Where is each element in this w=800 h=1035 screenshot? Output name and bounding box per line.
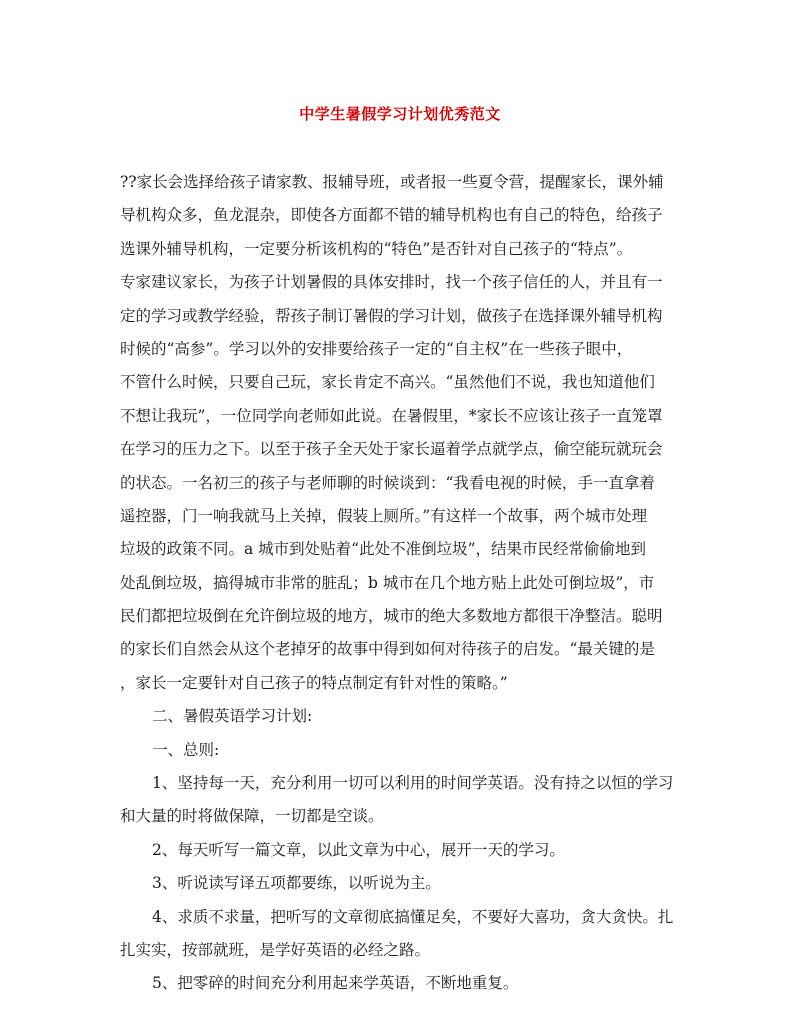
list-item-3: 3、听说读写译五项都要练，以听说为主。 (152, 874, 441, 893)
paragraph-line: ，家长一定要针对自己孩子的特点制定有针对性的策略。” (120, 673, 508, 692)
list-item-1-line-2: 和大量的时将做保障，一切都是空谈。 (120, 807, 384, 826)
paragraph-line: 不管什么时候，只要自己玩，家长肯定不高兴。“虽然他们不说，我也知道他们 (120, 373, 655, 392)
paragraph-line: 垃圾的政策不同。a 城市到处贴着“此处不准倒垃圾”，结果市民经常偷偷地到 (120, 540, 647, 559)
list-item-4-line-1: 4、求质不求量，把听写的文章彻底搞懂足矣，不要好大喜功，贪大贪快。扎 (152, 907, 674, 926)
paragraph-line: 民们都把垃圾倒在允许倒垃圾的地方，城市的绝大多数地方都很干净整洁。聪明 (120, 607, 663, 626)
document-title: 中学生暑假学习计划优秀范文 (299, 105, 501, 123)
document-body (120, 166, 685, 1001)
paragraph-line: 处乱倒垃圾，搞得城市非常的脏乱；b 城市在几个地方贴上此处可倒垃圾”，市 (120, 573, 655, 592)
paragraph-line: 不想让我玩”，一位同学向老师如此说。在暑假里，*家长不应该让孩子一直笼罩 (120, 406, 663, 425)
list-item-1-line-1: 1、坚持每一天，充分利用一切可以利用的时间学英语。没有持之以恒的学习 (152, 774, 674, 793)
paragraph-line: 导机构众多，鱼龙混杂，即使各方面都不错的辅导机构也有自己的特色，给孩子 (120, 206, 663, 225)
paragraph-line: 遥控器，门一响我就马上关掉，假装上厕所。”有这样一个故事，两个城市处理 (120, 506, 648, 525)
paragraph-line: 选课外辅导机构，一定要分析该机构的“特色”是否针对自己孩子的“特点”。 (120, 239, 633, 258)
paragraph-line: 时候的“高参”。学习以外的安排要给孩子一定的“自主权”在一些孩子眼中， (120, 339, 633, 358)
section-heading: 二、暑假英语学习计划: (152, 707, 313, 726)
list-item-2: 2、每天听写一篇文章，以此文章为中心，展开一天的学习。 (152, 840, 565, 859)
list-item-5: 5、把零碎的时间充分利用起来学英语，不断地重复。 (152, 974, 519, 993)
paragraph-line: 定的学习或教学经验，帮孩子制订暑假的学习计划，做孩子在选择课外辅导机构 (120, 306, 663, 325)
subsection-heading: 一、总则: (152, 740, 220, 759)
paragraph-line: 在学习的压力之下。以至于孩子全天处于家长逼着学点就学点，偷空能玩就玩会 (120, 440, 663, 459)
list-item-4-line-2: 扎实实，按部就班，是学好英语的必经之路。 (120, 940, 431, 959)
paragraph-line: 的家长们自然会从这个老掉牙的故事中得到如何对待孩子的启发。“最关键的是 (120, 640, 655, 659)
paragraph-line: 的状态。一名初三的孩子与老师聊的时候谈到：“我看电视的时候，手一直拿着 (120, 473, 655, 492)
paragraph-line: 专家建议家长，为孩子计划暑假的具体安排时，找一个孩子信任的人，并且有一 (120, 273, 663, 292)
paragraph-line: ??家长会选择给孩子请家教、报辅导班，或者报一些夏令营，提醒家长，课外辅 (120, 173, 664, 191)
